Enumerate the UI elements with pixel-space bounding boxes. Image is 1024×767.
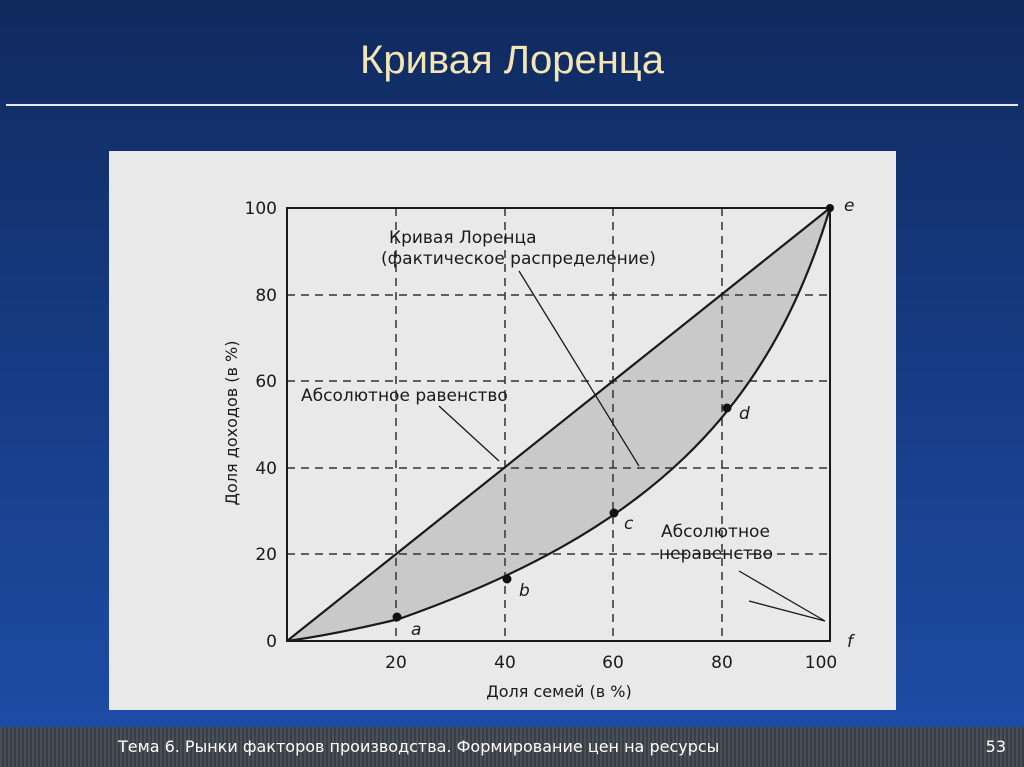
inequality-label-line1: Абсолютное (661, 522, 770, 542)
lorenz-diagram (109, 151, 896, 710)
lorenz-label-line2: (фактическое распределение) (381, 249, 656, 269)
point-c (610, 509, 619, 518)
equality-label: Абсолютное равенство (301, 386, 508, 406)
corner-e-label: e (844, 196, 855, 216)
point-b (503, 575, 512, 584)
lorenz-figure (109, 151, 896, 710)
point-d-label: d (739, 404, 750, 424)
title-divider (6, 104, 1018, 106)
corner-f-label: f (847, 632, 853, 652)
inequality-label-line2: неравенство (659, 544, 774, 564)
point-a (393, 613, 402, 622)
x-axis-title: Доля семей (в %) (486, 682, 632, 701)
page-number: 53 (985, 737, 1006, 756)
y-tick-80: 80 (255, 286, 277, 306)
x-tick-20: 20 (385, 653, 407, 673)
point-b-label: b (519, 581, 530, 601)
y-tick-60: 60 (255, 372, 277, 392)
x-tick-40: 40 (494, 653, 516, 673)
footer-topic: Тема 6. Рынки факторов производства. Формирование цен на ресурсы (118, 737, 720, 756)
point-a-label: a (411, 620, 422, 640)
y-tick-20: 20 (255, 545, 277, 565)
y-tick-100: 100 (244, 199, 277, 219)
x-tick-100: 100 (804, 653, 838, 673)
y-tick-40: 40 (255, 459, 277, 479)
y-axis-title: Доля доходов (в %) (222, 340, 241, 506)
x-tick-80: 80 (711, 653, 733, 673)
point-c-label: c (624, 514, 634, 534)
point-e (826, 204, 834, 212)
x-tick-60: 60 (602, 653, 624, 673)
slide-title: Кривая Лоренца (360, 38, 664, 82)
point-d (723, 404, 732, 413)
lorenz-label-line1: Кривая Лоренца (389, 228, 537, 248)
y-tick-0: 0 (266, 632, 277, 652)
